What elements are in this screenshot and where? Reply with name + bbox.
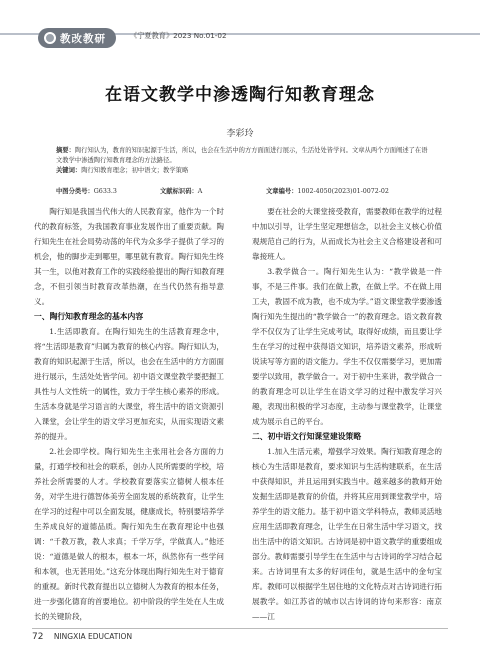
- paragraph: 要在社会的大课堂接受教育，需要教师在教学的过程中加以引导，让学生坚定理想信念，以社会主义核心价值观规范自己的行为，从而成长为社会主义合格建设者和可靠接班人。: [252, 207, 442, 261]
- abstract-block: [56, 146, 428, 176]
- paragraph: 1.生活即教育。在陶行知先生的生活教育理念中，将“生活即是教育”归属为教育的核心内容。陶行知认为，教育的知识起源于生活，所以，也会在生活中的方方面面进行展示，生活处处皆学问。初中语文课堂教学要把握工具性与人文性统一的属性，致力于学生核心素养的形成。生活本身就是学习语言的大课堂，将生活中的语文资源引入课堂，会让学生的语文学习更加充实，从而实现语文素养的提升。: [34, 327, 225, 441]
- section-badge: [38, 28, 116, 48]
- left-column: [34, 204, 224, 624]
- section-heading: 一、陶行知教育理念的基本内容: [34, 312, 144, 321]
- keywords-text: 陶行知教育理念；初中语文；教学策略: [81, 167, 189, 174]
- footer-rule: [32, 628, 448, 629]
- paragraph: 1.加入生活元素，增强学习效果。陶行知教育理念的核心为生活即是教育，要求知识与生活构建联系，在生活中获得知识，并且运用到实践当中。越来越多的教师开始发掘生活即是教育的价值，并将其应用到课堂教学中，培养学生的语文能力。基于初中语文学科特点，教师灵活地应用生活即教育理念，让学生在日常生活中学习语文，找出生活中的语文知识。古诗词是初中语文教学的重要组成部分。教师需要引导学生在生活中与古诗词的学习结合起来。古诗词里有太多的好词佳句，就是生活中的金句宝库。教师可以根据学生居住地的文化特点对古诗词进行拓展教学。如江苏省的城市以古诗词的诗句来形容：南京——江: [252, 447, 442, 621]
- abstract-label: 摘要：: [56, 147, 75, 154]
- page-footer: [32, 632, 132, 642]
- badge-circle-icon: [44, 32, 56, 44]
- paragraph: 2.社会即学校。陶行知先生主张用社会各方面的力量，打通学校和社会的联系，创办人民所需要的学校，培养社会所需要的人才。学校教育要落实立德树人根本任务，对学生进行德智体美劳全面发展的系统教育，让学生在学习的过程中可以全面发展，健康成长，特别要培养学生养成良好的道德品质。陶行知先生在教育理论中也强调：“千教万教，教人求真；千学万学，学做真人。”他还说：“道德是做人的根本，根本一坏，纵然你有一些学问和本领，也无甚用处。”这充分体现出陶行知先生对于德育的重视。新时代教育提出以立德树人为教育的根本任务，进一步强化德育的首要地位。初中阶段的学生处在人生成长的关键阶段，: [34, 447, 224, 621]
- journal-header: 《宁夏教育》2023 No.01-02: [130, 31, 227, 40]
- page-number: 72: [32, 632, 44, 642]
- article-title: 在语文教学中渗透陶行知教育理念: [105, 85, 375, 105]
- section-heading: 二、初中语文行知课堂建设策略: [252, 432, 362, 441]
- keywords-label: 关键词：: [56, 167, 82, 174]
- clc-meta: 中图分类号：G633.3: [56, 188, 117, 195]
- section-badge-label: 教改教研: [60, 32, 106, 45]
- footer-journal: NINGXIA EDUCATION: [53, 632, 133, 641]
- article-id-meta: 文章编号：1002-4050(2023)01-0072-02: [266, 188, 389, 195]
- paragraph: 陶行知是我国当代伟大的人民教育家，他作为一个时代的教育标签，为我国教育事业发展作出了重要贡献。陶行知先生在社会局势动荡的年代为众多学子提供了学习的机会，他的脚步走到哪里，哪里就有教育。陶行知先生终其一生，以他对教育工作的实践经验提出的陶行知教育理念，不但引领当时教育改革热潮，在当代仍然有指导意义。: [34, 207, 224, 306]
- doc-code-meta: 文献标识码：A: [160, 188, 203, 195]
- article-author: 李彩玲: [226, 129, 254, 139]
- abstract-text: 陶行知认为，教育的知识起源于生活，所以，也会在生活中的方方面面进行展示，生活处处皆学问。文章从两个方面阐述了在语文教学中渗透陶行知教育理念的方法路径。: [56, 147, 428, 164]
- paragraph: 3.教学做合一。陶行知先生认为：“教学做是一件事，不是三件事。我们在做上教，在做上学。不在做上用工夫，教固不成为教，也不成为学。”语文课堂教学要渗透陶行知先生提出的“教学做合一”的教育理念。语文教育教学不仅仅为了让学生完成考试，取得好成绩，而且要让学生在学习的过程中获得语文知识，培养语文素养，形成听说读写等方面的语文能力。学生不仅仅需要学习，更加需要学以致用，教学做合一。对于初中生来讲，教学做合一的教育理念可以让学生在语文学习的过程中激发学习兴趣，表现出积极的学习态度，主动参与课堂教学，让课堂成为展示自己的平台。: [252, 267, 443, 426]
- right-column: [252, 204, 442, 624]
